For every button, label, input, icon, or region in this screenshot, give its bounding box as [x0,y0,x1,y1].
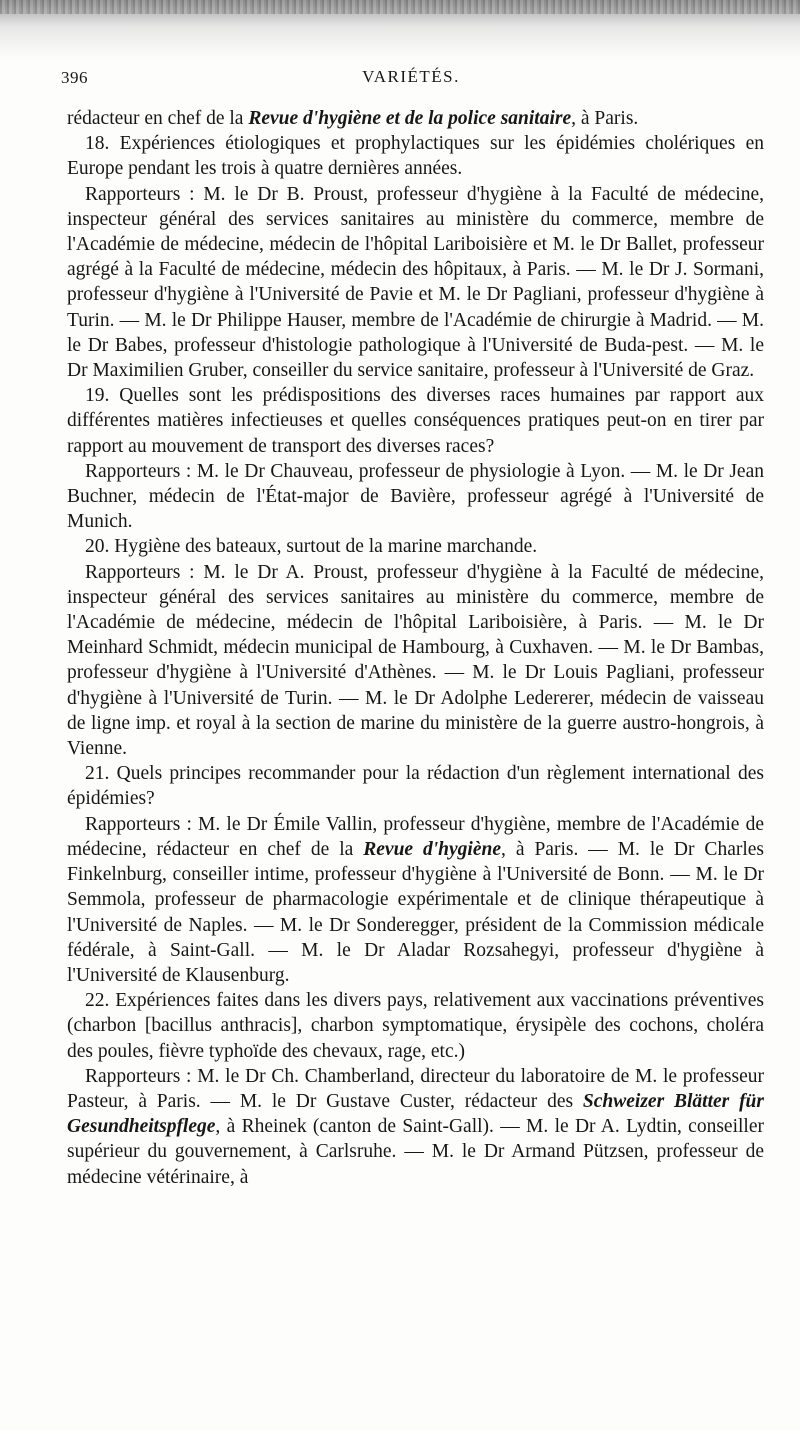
rapporteurs-22 [67,1064,764,1190]
journal-title: Revue d'hygiène [363,838,502,860]
journal-title: Revue d'hygiène et de la police sanitaire [248,108,572,129]
paragraph-text: , à Paris. — M. le Dr Charles Finkelnburg, conseiller intime, professeur d'hygiène à l'Université de Bonn. — M. le Dr Semmola, professeur de pharmacologie expérimentale et de clinique thérapeutique à l'Université de Naples. — M. le Dr Sonderegger, président de la Commission médicale fédérale, à Saint-Gall. — M. le Dr Aladar Rozsahegyi, professeur d'hygiène à l'Université de Klausenburg. [67,838,764,986]
journal-title: Schweizer Blätter für Gesundheitspflege [67,1090,764,1138]
rapporteurs-20: Rapporteurs : M. le Dr A. Proust, professeur d'hygiène à la Faculté de médecine, inspecteur général des services sanitaires au ministère du commerce, membre de l'Académie de médecine, médecin de l'hôpital Lariboisière, à Paris. — M. le Dr Meinhard Schmidt, médecin municipal de Hambourg, à Cuxhaven. — M. le Dr Bambas, professeur d'hygiène à l'Université d'Athènes. — M. le Dr Louis Pagliani, professeur d'hygiène à l'Université de Turin. — M. le Dr Adolphe Ledererer, médecin de vaisseau de ligne imp. et royal à la section de marine du ministère de la guerre austro-hongrois, à Vienne. [67,561,764,760]
paragraph-continuation [67,106,764,131]
paragraph-text: rédacteur en chef de la [67,108,249,129]
question-19: 19. Quelles sont les prédispositions des diverses races humaines par rapport aux différentes matières infectieuses et quelles conséquences pratiques peut-on en tirer par rapport au mouvement de transport des diverses races? [67,385,764,457]
rapporteurs-18: Rapporteurs : M. le Dr B. Proust, professeur d'hygiène à la Faculté de médecine, inspecteur général des services sanitaires au ministère du commerce, membre de l'Académie de médecine, médecin de l'hôpital Lariboisière et M. le Dr Ballet, professeur agrégé à la Faculté de médecine, médecin des hôpitaux, à Paris. — M. le Dr J. Sormani, professeur d'hygiène à l'Université de Pavie et M. le Dr Pagliani, professeur d'hygiène à Turin. — M. le Dr Philippe Hauser, membre de l'Académie de chirurgie à Madrid. — M. le Dr Babes, professeur d'histologie pathologique à l'Université de Buda-pest. — M. le Dr Maximilien Gruber, conseiller du service sanitaire, professeur à l'Université de Graz. [67,183,764,382]
rapporteurs-19: Rapporteurs : M. le Dr Chauveau, professeur de physiologie à Lyon. — M. le Dr Jean Buchner, médecin de l'État-major de Bavière, professeur agrégé à l'Université de Munich. [67,460,764,533]
body-text [67,106,764,1190]
paragraph-text: Rapporteurs : M. le Dr Ch. Chamberland, directeur du laboratoire de M. le professeur Pasteur, à Paris. — M. le Dr Gustave Custer, rédacteur des [67,1065,764,1112]
scanned-page-edge [0,0,800,62]
paragraph-text: , à Paris. [571,108,639,129]
question-20: 20. Hygiène des bateaux, surtout de la marine marchande. [85,536,538,558]
paragraph-text: , à Rheinek (canton de Saint-Gall). — M. le Dr A. Lydtin, conseiller supérieur du gouvernement, à Carlsruhe. — M. le Dr Armand Pützsen, professeur de médecine vétérinaire, à [67,1116,764,1188]
paragraph-text: Rapporteurs : M. le Dr Émile Vallin, professeur d'hygiène, membre de l'Académie de médecine, rédacteur en chef de la [67,813,764,860]
running-head: VARIÉTÉS. [362,67,460,86]
rapporteurs-21 [67,812,764,988]
page-number: 396 [61,68,88,87]
page-header [61,63,761,93]
question-21: 21. Quels principes recommander pour la rédaction d'un règlement international des épidémies? [67,763,764,810]
question-18: 18. Expériences étiologiques et prophylactiques sur les épidémies cholériques en Europe pendant les trois à quatre dernières années. [67,133,764,180]
question-22: 22. Expériences faites dans les divers pays, relativement aux vaccinations préventives (charbon [bacillus anthracis], charbon symptomatique, érysipèle des cochons, choléra des poules, fièvre typhoïde des chevaux, rage, etc.) [67,990,764,1062]
